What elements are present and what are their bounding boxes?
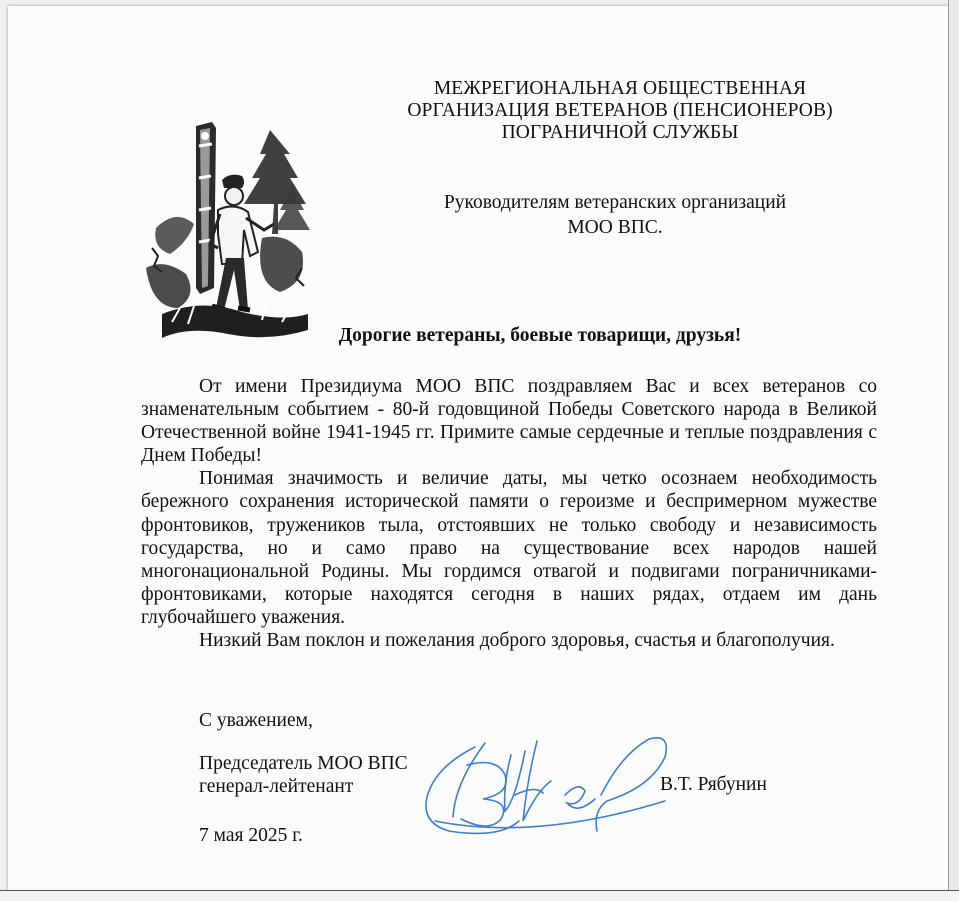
body-paragraph: Понимая значимость и величие даты, мы четко осознаем необходимость бережного сохранения исторической памяти о героизме и беспримерном мужестве фронтовиков, тружеников тыла, отстоявших не только свободу и независимость государства, но и само право на существование всех народов нашей многонациональной Родины. Мы гордимся отвагой и подвигами пограничниками-фронтовиками, которые находятся сегодня в наших рядах, отдаем им дань глубочайшего уважения. (141, 468, 877, 628)
organization-title-line: ПОГРАНИЧНОЙ СЛУЖБЫ (501, 122, 739, 143)
organization-title (370, 78, 870, 144)
closing-phrase: С уважением, (199, 710, 313, 731)
addressee-line: МОО ВПС. (567, 217, 663, 238)
signer-position-line: Председатель МОО ВПС (199, 753, 408, 774)
greeting-heading: Дорогие ветераны, боевые товарищи, друзья! (338, 325, 742, 346)
signer-position (199, 752, 408, 798)
organization-title-line: МЕЖРЕГИОНАЛЬНАЯ ОБЩЕСТВЕННАЯ (433, 78, 807, 99)
letter-body (141, 375, 877, 652)
body-paragraph: От имени Президиума МОО ВПС поздравляем Вас и всех ветеранов со знаменательным событием - 80-й годовщиной Победы Советского народа в Великой Отечественной войне 1941-1945 гг. Примите самые сердечные и теплые поздравления с Днем Победы! (141, 376, 877, 467)
body-paragraph: Низкий Вам поклон и пожелания доброго здоровья, счастья и благополучия. (199, 630, 835, 652)
addressee-block (400, 190, 830, 240)
viewer-right-edge (948, 0, 959, 890)
signer-name: В.Т. Рябунин (660, 774, 767, 795)
addressee-line: Руководителям ветеранских организаций (443, 192, 787, 213)
viewer-bottom-edge (0, 890, 959, 901)
handwritten-signature-icon (415, 725, 675, 840)
signer-position-line: генерал-лейтенант (199, 776, 354, 797)
letter-date: 7 мая 2025 г. (199, 825, 303, 846)
organization-title-line: ОРГАНИЗАЦИЯ ВЕТЕРАНОВ (ПЕНСИОНЕРОВ) (407, 100, 833, 121)
border-guard-soldier-illustration-icon (142, 118, 314, 344)
